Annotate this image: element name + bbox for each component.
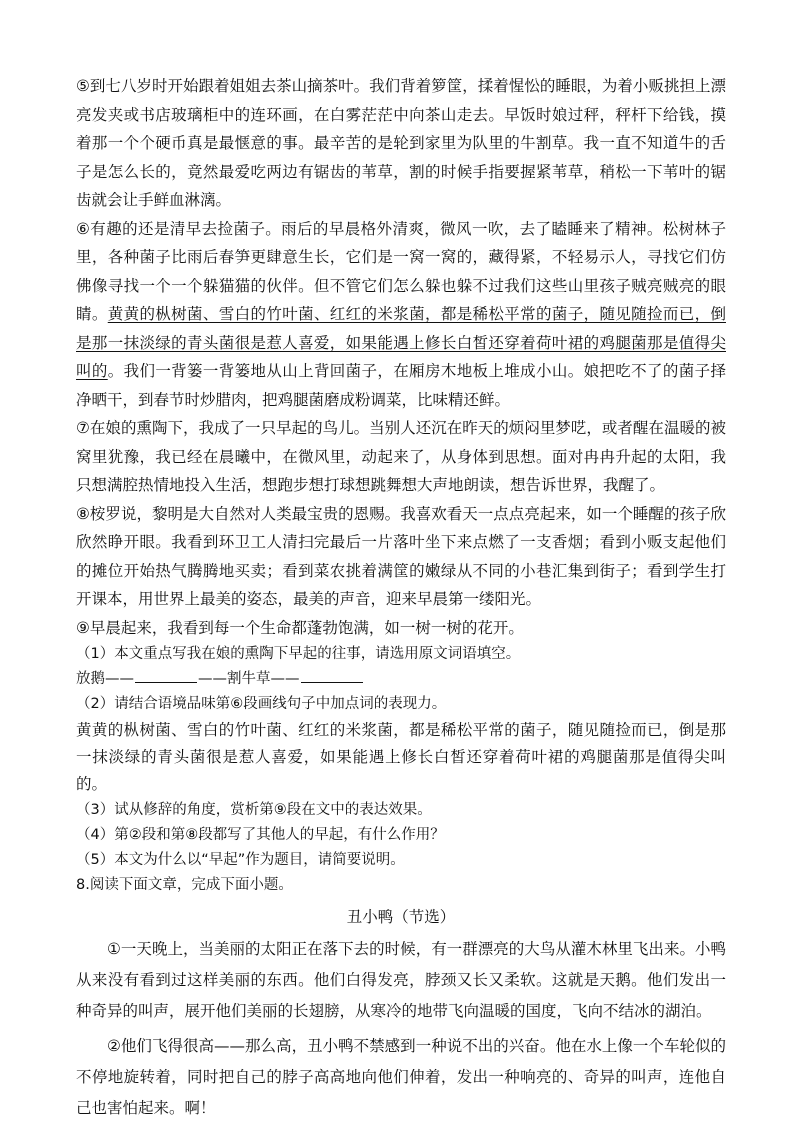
paragraph-6: [76, 215, 726, 415]
question-1-fill-line: [76, 667, 726, 692]
paragraph-5: ⑤到七八岁时开始跟着姐姐去茶山摘茶叶。我们背着箩筐，揉着惺忪的睡眼，为着小贩挑担上漂亮发夹或书店玻璃柜中的连环画，在白雾茫茫中向茶山走去。早饭时娘过秤，秤杆下给钱，摸着那一个个硬币真是最惬意的事。最辛苦的是轮到家里为队里的牛割草。我一直不知道牛的舌子是怎么长的，竟然最爱吃两边有锯齿的苇草，割的时候手指要握紧苇草，稍松一下苇叶的锯齿就会让手鲜血淋漓。: [76, 77, 726, 209]
question-5: （5）本文为什么以“早起”作为题目，请简要说明。: [76, 852, 405, 868]
question-2-quote: 黄黄的枞树菌、雪白的竹叶菌、红红的米浆菌，都是稀松平常的菌子，随见随捡而已，倒是那一抹淡绿的青头菌很是惹人喜爱，如果能遇上修长白皙还穿着荷叶裙的鸡腿菌那是值得尖叫的。: [76, 721, 726, 793]
fill-blank-2[interactable]: [301, 668, 363, 683]
section-8-heading: 8.阅读下面文章，完成下面小题。: [76, 877, 293, 893]
document-content: [76, 72, 726, 1128]
fill-prefix: 放鹅——: [76, 671, 134, 687]
paragraph-8: ⑧桉罗说，黎明是大自然对人类最宝贵的恩赐。我喜欢看天一点点亮起来，如一个睡醒的孩子欣欣然睁开眼。我看到环卫工人清扫完最后一片落叶坐下来点燃了一支香烟；看到小贩支起他们的摊位开始热气腾腾地买卖；看到菜农挑着满筐的嫩绿从不同的小巷汇集到街子；看到学生打开课本，用世界上最美的姿态，最美的声音，迎来早晨第一缕阳光。: [76, 504, 726, 608]
story-title: 丑小鸭（节选）: [346, 908, 456, 926]
fill-middle: ——割牛草——: [198, 671, 300, 687]
paragraph-6-underlined-sentence: 黄黄的枞树菌、雪白的竹叶菌、红红的米浆菌，都是稀松平常的菌子，随见随捡而已，倒是那一抹淡绿的青头菌很是惹人喜爱，如果能遇上修长白皙还穿着荷叶裙的鸡腿菌那是值得尖叫的: [76, 305, 726, 380]
question-1: （1）本文重点写我在娘的熏陶下早起的往事，请选用原文词语填空。: [76, 646, 521, 662]
story-paragraph-1: ①一天晚上，当美丽的太阳正在落下去的时候，有一群漂亮的大鸟从灌木林里飞出来。小鸭从来没有看到过这样美丽的东西。他们白得发亮，脖颈又长又柔软。这就是天鹅。他们发出一种奇异的叫声，展开他们美丽的长翅膀，从寒冷的地带飞向温暖的国度，飞向不结冰的湖泊。: [76, 940, 726, 1020]
fill-blank-1[interactable]: [135, 668, 197, 683]
paragraph-6-text-before: ⑥有趣的还是清早去捡菌子。雨后的早晨格外清爽，微风一吹，去了瞌睡来了精神。松树林子里，各种菌子比雨后春笋更肆意生长，它们是一窝一窝的，藏得紧，不轻易示人，寻找它们仿佛像寻找一个一个躲猫猫的伙伴。但不管它们怎么躲也躲不过我们这些山里孩子贼亮贼亮的眼睛。: [76, 219, 726, 323]
question-2: （2）请结合语境品味第⑥段画线句子中加点词的表现力。: [76, 696, 447, 712]
question-4: （4）第②段和第⑧段都写了其他人的早起，有什么作用？: [76, 827, 445, 843]
paragraph-9: ⑨早晨起来，我看到每一个生命都蓬勃饱满，如一树一树的花开。: [76, 618, 524, 637]
question-3: （3）试从修辞的角度，赏析第⑨段在文中的表达效果。: [76, 802, 432, 818]
paragraph-7: ⑦在娘的熏陶下，我成了一只早起的鸟儿。当别人还沉在昨天的烦闷里梦呓，或者醒在温暖的被窝里犹豫，我已经在晨曦中，在微风里，动起来了，从身体到思想。面对冉冉升起的太阳，我只想满腔热情地投入生活，想跑步想打球想跳舞想大声地朗读，想告诉世界，我醒了。: [76, 419, 726, 494]
story-paragraph-2: ②他们飞得很高——那么高，丑小鸭不禁感到一种说不出的兴奋。他在水上像一个车轮似的不停地旋转着，同时把自己的脖子高高地向他们伸着，发出一种响亮的、奇异的叫声，连他自己也害怕起来。啊！: [76, 1037, 726, 1117]
paragraph-6-text-after: 。我们一背篓一背篓地从山上背回菌子，在厢房木地板上堆成小山。娘把吃不了的菌子择净晒干，到春节时炒腊肉，把鸡腿菌磨成粉调菜，比味精还鲜。: [76, 362, 726, 409]
